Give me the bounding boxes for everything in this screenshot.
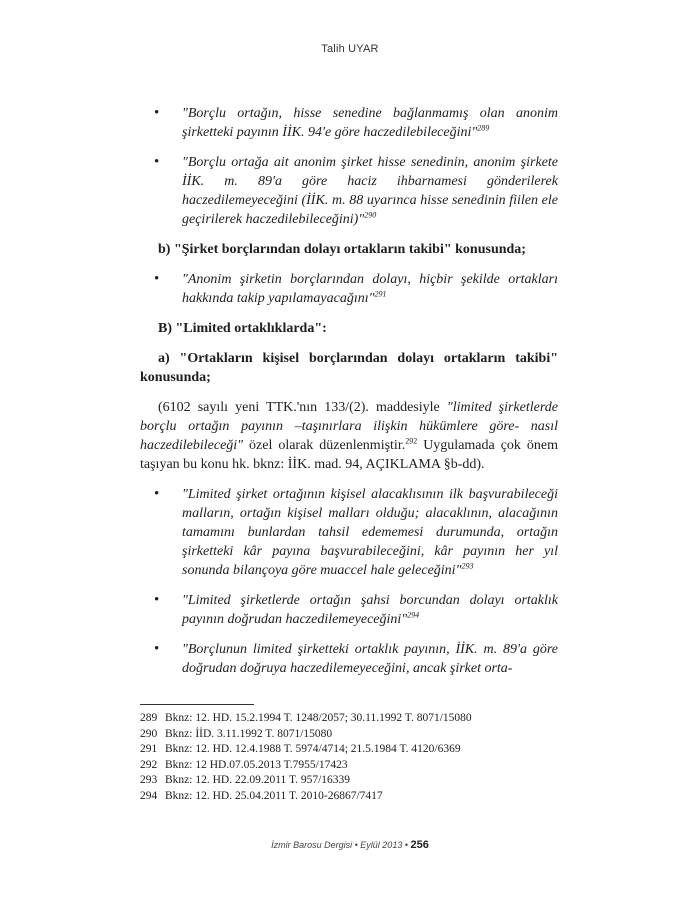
- bullet-text: "Borçlu ortağın, hisse senedine bağlanmamış olan anonim şirketteki payının İİK. 94'e göre haczedilebileceğini": [182, 106, 558, 140]
- bullet-text: "Borçlu ortağa ait anonim şirket hisse senedinin, anonim şirkete İİK. m. 89'a göre haciz ihbarnamesi gönderilerek haczedilemeyeceğini (İİK. m. 88 uyarınca hisse senedinin fiilen ele geçirilerek haczedilebileceğini)": [182, 155, 558, 227]
- bullet-icon: •: [154, 105, 160, 121]
- footnote-ref[interactable]: 292: [405, 436, 418, 446]
- footnote: [140, 789, 560, 805]
- footnote: [140, 742, 560, 758]
- section-heading-a: a) "Ortakların kişisel borçlarından dolayı ortakların takibi" konusunda;: [140, 351, 558, 385]
- footnote-number: 289: [140, 712, 158, 724]
- footnote-number: 292: [140, 758, 158, 771]
- bullet-text: "Limited şirketlerde ortağın şahsi borcundan dolayı ortaklık payının doğrudan haczedilemeyeceğini": [182, 593, 558, 627]
- page-body: [140, 104, 558, 689]
- bullet-icon: •: [154, 486, 160, 502]
- bullet-text: "Limited şirket ortağının kişisel alacaklısının ilk başvurabileceği malların, ortağın kişisel malları olduğu; alacaklının, alacağının tamamını bunlardan tahsil edememesi durumunda, ortağın şirketteki kâr payına başvurabileceğini, kâr payının her yıl sonunda bilançoya göre muaccel hale geleceğini": [182, 487, 558, 578]
- footnote-divider: [140, 704, 254, 705]
- paragraph-text: özel olarak düzenlenmiştir.: [243, 438, 406, 453]
- paragraph-text: Uygulamada çok önem taşıyan bu konu hk. bknz: İİK. mad. 94, AÇIKLAMA §b-dd).: [140, 438, 558, 472]
- footnote-number: 291: [140, 743, 158, 755]
- footnotes: [140, 711, 560, 804]
- footnote-ref[interactable]: 290: [364, 210, 377, 220]
- bullet-icon: •: [154, 154, 160, 170]
- section-heading-b: b) "Şirket borçlarından dolayı ortakların takibi" konusunda;: [158, 242, 526, 257]
- footnote-ref[interactable]: 293: [461, 561, 474, 571]
- footnote-text: Bknz: 12. HD. 12.4.1988 T. 5974/4714; 21.5.1984 T. 4120/6369: [165, 743, 461, 755]
- page-number: 256: [410, 839, 429, 851]
- quote-bullet: [140, 640, 558, 678]
- quote-bullet: [140, 591, 558, 629]
- footnote-text: Bknz: 12. HD. 25.04.2011 T. 2010-26867/7417: [165, 789, 383, 802]
- bullet-icon: •: [154, 271, 160, 287]
- footnote-text: Bknz: İİD. 3.11.1992 T. 8071/15080: [165, 727, 333, 740]
- quote-bullet: [140, 485, 558, 580]
- quote-bullet: [140, 104, 558, 142]
- footnote: [140, 758, 560, 774]
- footnote-text: Bknz: 12. HD. 15.2.1994 T. 1248/2057; 30.11.1992 T. 8071/15080: [165, 712, 472, 724]
- body-paragraph: [140, 398, 558, 474]
- footnote-text: Bknz: 12. HD. 22.09.2011 T. 957/16339: [165, 774, 351, 786]
- footnote: [140, 727, 560, 743]
- paragraph-quote: "limited şirketlerde borçlu ortağın payının –taşınırlara ilişkin hükümlere göre- nasıl haczedilebileceği": [140, 400, 558, 453]
- footnote-ref[interactable]: 291: [374, 289, 387, 299]
- footnote-number: 293: [140, 774, 158, 786]
- paragraph-text: (6102 sayılı yeni TTK.'nın 133/(2). maddesiyle: [158, 400, 447, 415]
- bullet-icon: •: [154, 641, 160, 657]
- journal-name: İzmir Barosu Dergisi • Eylül 2013 •: [271, 840, 408, 850]
- footnote-number: 290: [140, 727, 158, 740]
- footnote-number: 294: [140, 789, 158, 802]
- quote-bullet: [140, 153, 558, 229]
- bullet-text: "Borçlunun limited şirketteki ortaklık payının, İİK. m. 89'a göre doğrudan doğruya haczedilemeyeceğini, ancak şirket orta-: [182, 642, 558, 676]
- footnote: [140, 773, 560, 789]
- running-header-author: Talih UYAR: [321, 43, 379, 55]
- footnote-ref[interactable]: 294: [407, 610, 420, 620]
- bullet-text: "Anonim şirketin borçlarından dolayı, hiçbir şekilde ortakları hakkında takip yapılamayacağını": [182, 272, 558, 306]
- quote-bullet: [140, 270, 558, 308]
- footnote-text: Bknz: 12 HD.07.05.2013 T.7955/17423: [165, 758, 348, 771]
- page-footer: [0, 839, 700, 851]
- footnote-ref[interactable]: 289: [477, 123, 490, 133]
- section-heading-B: B) "Limited ortaklıklarda":: [158, 321, 327, 336]
- bullet-icon: •: [154, 592, 160, 608]
- footnote: [140, 711, 560, 727]
